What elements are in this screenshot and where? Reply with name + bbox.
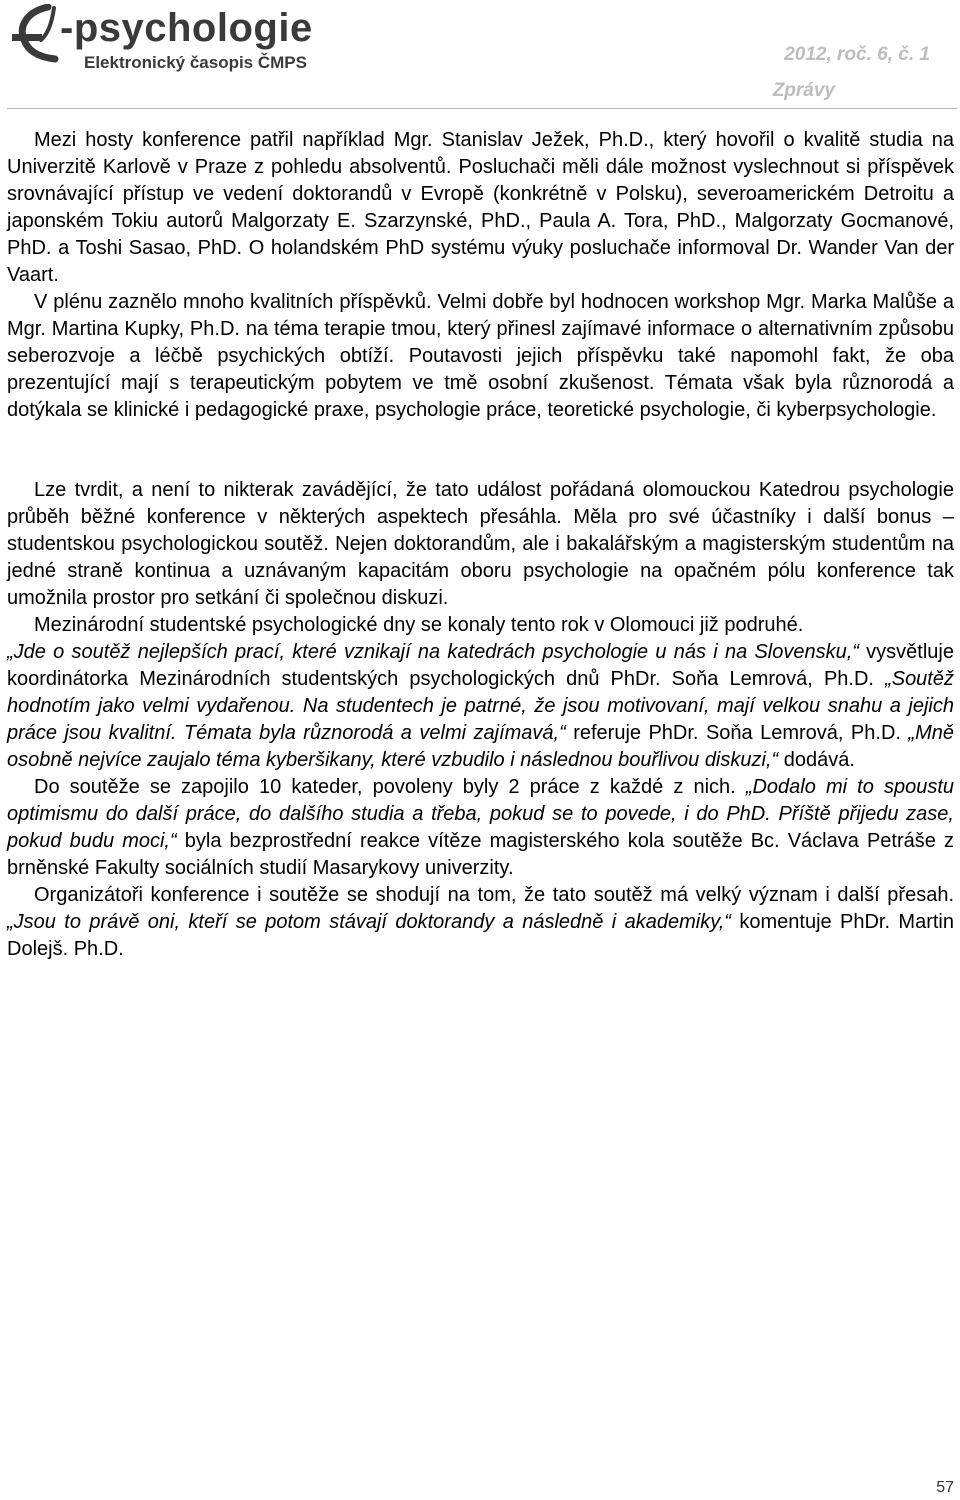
text: vysvětluje koordinátorka Mezinárodních studentských psychologických dnů PhDr. Soňa Lemrová, Ph.D.	[7, 641, 954, 690]
logo-subtitle: Elektronický časopis ČMPS	[84, 53, 307, 72]
quote: „Dodalo mi to spoustu optimismu do další práce, do dalšího studia a třeba, pokud se to povede, i do PhD. Příště přijedu zase, pokud budu moci,“	[7, 776, 954, 852]
paragraph-4: Mezinárodní studentské psychologické dny se konaly tento rok v Olomouci již podruhé.	[34, 614, 804, 636]
paragraph-spacer	[7, 424, 954, 477]
text: komentuje PhDr. Martin Dolejš. Ph.D.	[7, 911, 954, 960]
paragraph-7	[7, 882, 954, 963]
text: Organizátoři konference i soutěže se shodují na tom, že tato soutěž má velký význam i další přesah.	[34, 884, 954, 906]
paragraph-1: Mezi hosty konference patřil například Mgr. Stanislav Ježek, Ph.D., který hovořil o kvalitě studia na Univerzitě Karlově v Praze z pohledu absolventů. Posluchači měli dále možnost vyslechnout si příspěvek srovnávající přístup ve vedení doktorandů v Evropě (konkrétně v Polsku), severoamerickém Detroitu a japonském Tokiu autorů Malgorzaty E. Szarzynské, PhD., Paula A. Tora, PhD., Malgorzaty Gocmanové, PhD. a Toshi Sasao, PhD. O holandském PhD systému výuky posluchače informoval Dr. Wander Van der Vaart.	[7, 129, 954, 286]
quote: „Soutěž hodnotím jako velmi vydařenou. Na studentech je patrné, že jsou motivovaní, mají velkou snahu a jejich práce jsou kvalitní. Témata byla různorodá a velmi zajímavá,“	[7, 668, 954, 744]
quote: „Mně osobně nejvíce zaujalo téma kyberšikany, které vzbudilo i následnou bouřlivou diskuzi,“	[7, 722, 954, 771]
header-divider	[7, 108, 957, 109]
article-body	[7, 127, 954, 963]
page-header	[0, 0, 960, 112]
epsychologie-logo-icon	[8, 4, 68, 66]
paragraph-2: V plénu zaznělo mnoho kvalitních příspěvků. Velmi dobře byl hodnocen workshop Mgr. Marka Malůše a Mgr. Martina Kupky, Ph.D. na téma terapie tmou, který přinesl zajímavé informace o alternativním způsobu seberozvoje a léčbě psychických obtíží. Poutavosti jejich příspěvku také napomohl fakt, že oba prezentující mají s terapeutickým pobytem ve tmě osobní zkušenost. Témata však byla různorodá a dotýkala se klinické i pedagogické praxe, psychologie práce, teoretické psychologie, či kyberpsychologie.	[7, 291, 954, 421]
issue-label: 2012, roč. 6, č. 1	[784, 44, 930, 65]
section-label: Zprávy	[772, 80, 835, 101]
text: Do soutěže se zapojilo 10 kateder, povoleny byly 2 práce z každé z nich.	[34, 776, 746, 798]
paragraph-6	[7, 774, 954, 882]
text: dodává.	[778, 749, 855, 771]
quote: „Jde o soutěž nejlepších prací, které vznikají na katedrách psychologie u nás i na Slovensku,“	[7, 641, 859, 663]
logo-title: -psychologie	[60, 6, 313, 50]
page-number: 57	[936, 1479, 954, 1496]
text: referuje PhDr. Soňa Lemrová, Ph.D.	[565, 722, 909, 744]
journal-logo	[8, 4, 358, 76]
paragraph-3: Lze tvrdit, a není to nikterak zavádějící, že tato událost pořádaná olomouckou Katedrou psychologie průběh běžné konference v některých aspektech přesáhla. Měla pro své účastníky i další bonus – studentskou psychologickou soutěž. Nejen doktorandům, ale i bakalářským a magisterským studentům na jedné straně kontinua a uznávaným kapacitám oboru psychologie na opačném pólu konference tak umožnila prostor pro setkání či společnou diskuzi.	[7, 479, 954, 609]
quote: „Jsou to právě oni, kteří se potom stávají doktorandy a následně i akademiky,“	[7, 911, 731, 933]
paragraph-5	[7, 639, 954, 774]
text: byla bezprostřední reakce vítěze magisterského kola soutěže Bc. Václava Petráše z brněnské Fakulty sociálních studií Masarykovy univerzity.	[7, 830, 954, 879]
